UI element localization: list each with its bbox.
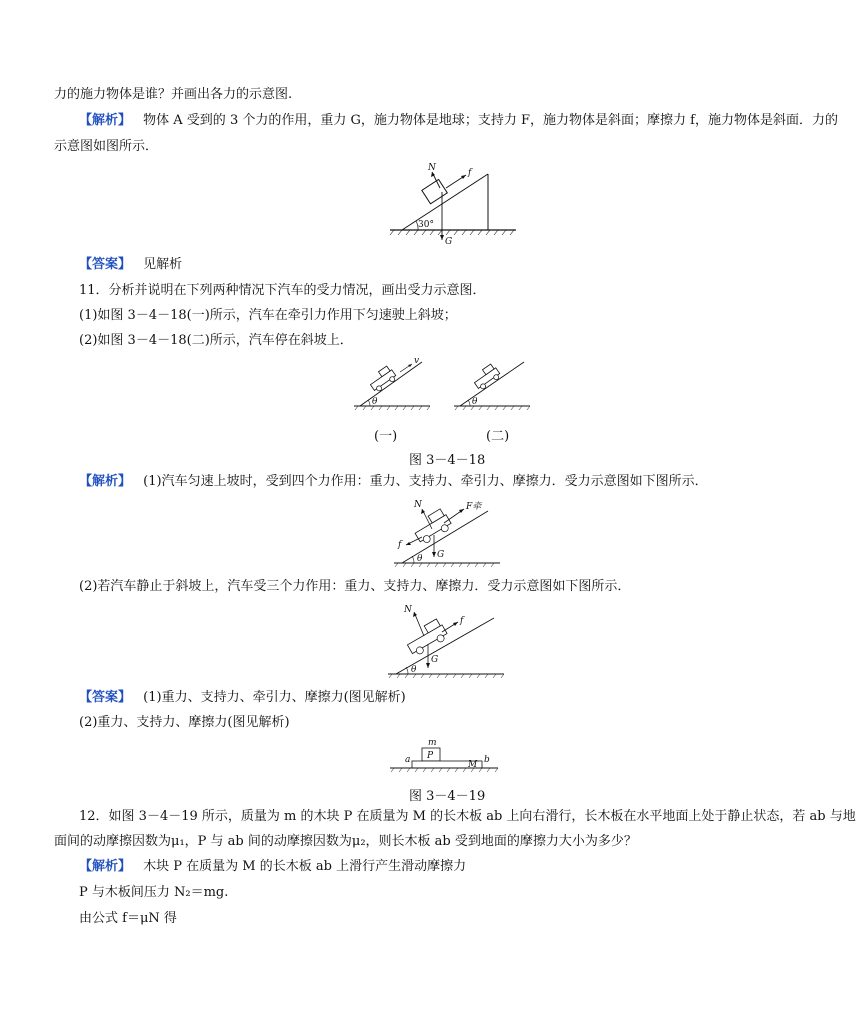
mass-m-label: m	[428, 738, 437, 748]
answer-paragraph	[79, 689, 406, 707]
analysis-text-1: (1)汽车匀速上坡时，受到四个力作用：重力、支持力、牵引力、摩擦力．受力示意图如下图所示．	[143, 474, 708, 489]
analysis-text-cont: 示意图如图所示．	[54, 139, 159, 154]
block-p-label: P	[427, 751, 434, 761]
force-n-label: N	[428, 163, 436, 173]
car-incline-figure-2	[452, 354, 532, 414]
text-line: 力的施力物体是谁？并画出各力的示意图.	[54, 87, 293, 102]
force-g-label: G	[445, 237, 453, 247]
force-traction-label: F牵	[466, 502, 482, 512]
analysis-text-2: P 与木板间压力 N₂＝mg.	[79, 885, 229, 900]
figure-title-3-4-19: 图 3－4－19	[409, 789, 486, 804]
answer-text: 见解析	[143, 257, 183, 272]
end-b-label: b	[484, 755, 490, 765]
figure-caption-2: (二)	[486, 429, 510, 444]
analysis-tag: 【解析】	[79, 859, 132, 874]
car-four-forces-figure	[392, 497, 502, 569]
figure-caption-1: (一)	[374, 429, 398, 444]
plank-block-figure	[388, 737, 500, 777]
answer-tag: 【答案】	[79, 257, 132, 272]
analysis-text: 物体 A 受到的 3 个力的作用，重力 G，施力物体是地球；支持力 F，施力物体是斜面；摩擦力 f，施力物体是斜面．力的	[143, 113, 838, 128]
incline-block-figure	[388, 160, 518, 250]
car-three-forces-figure	[386, 604, 506, 680]
analysis-text-1: 木块 P 在质量为 M 的长木板 ab 上滑行产生滑动摩擦力	[143, 859, 467, 874]
force-g-label: G	[431, 655, 439, 665]
angle-label: 30°	[418, 220, 434, 230]
analysis-text-3: 由公式 f＝μN 得	[79, 911, 177, 926]
theta-label: θ	[417, 554, 423, 564]
analysis-text-2: (2)若汽车静止于斜坡上，汽车受三个力作用：重力、支持力、摩擦力．受力示意图如下图所示．	[79, 579, 631, 594]
question-stem: 11．分析并说明在下列两种情况下汽车的受力情况，画出受力示意图．	[79, 283, 486, 298]
car-incline-figure-1	[352, 354, 432, 414]
analysis-tag: 【解析】	[79, 113, 132, 128]
answer-paragraph	[79, 256, 182, 274]
answer-text-2: (2)重力、支持力、摩擦力(图见解析)	[79, 715, 290, 730]
analysis-paragraph	[79, 473, 708, 491]
question-sub-1: (1)如图 3－4－18(一)所示，汽车在牵引力作用下匀速驶上斜坡；	[79, 308, 457, 323]
force-f-label: f	[468, 168, 472, 178]
answer-tag: 【答案】	[79, 690, 132, 705]
analysis-paragraph	[79, 112, 838, 130]
analysis-tag: 【解析】	[79, 474, 132, 489]
force-n-label: N	[414, 500, 422, 510]
analysis-paragraph	[79, 858, 466, 876]
question-sub-2: (2)如图 3－4－18(二)所示，汽车停在斜坡上．	[79, 333, 353, 348]
theta-label: θ	[411, 665, 417, 675]
force-g-label: G	[437, 550, 445, 560]
force-n-label: N	[404, 605, 412, 615]
question-stem-1: 12．如图 3－4－19 所示，质量为 m 的木块 P 在质量为 M 的长木板 ab 上向右滑行，长木板在水平地面上处于静止状态，若 ab 与地	[79, 809, 856, 824]
force-f-label: f	[460, 616, 464, 626]
question-stem-2: 面间的动摩擦因数为μ₁，P 与 ab 间的动摩擦因数为μ₂，则长木板 ab 受到地面的摩擦力大小为多少？	[54, 834, 637, 849]
plank-m-label: M	[468, 760, 478, 770]
end-a-label: a	[405, 755, 411, 765]
force-f-label: f	[398, 540, 402, 550]
velocity-label: v	[414, 356, 420, 366]
theta-label-1: θ	[372, 397, 378, 407]
theta-label-2: θ	[472, 397, 478, 407]
answer-text-1: (1)重力、支持力、牵引力、摩擦力(图见解析)	[143, 690, 406, 705]
figure-title-3-4-18: 图 3－4－18	[409, 453, 486, 468]
